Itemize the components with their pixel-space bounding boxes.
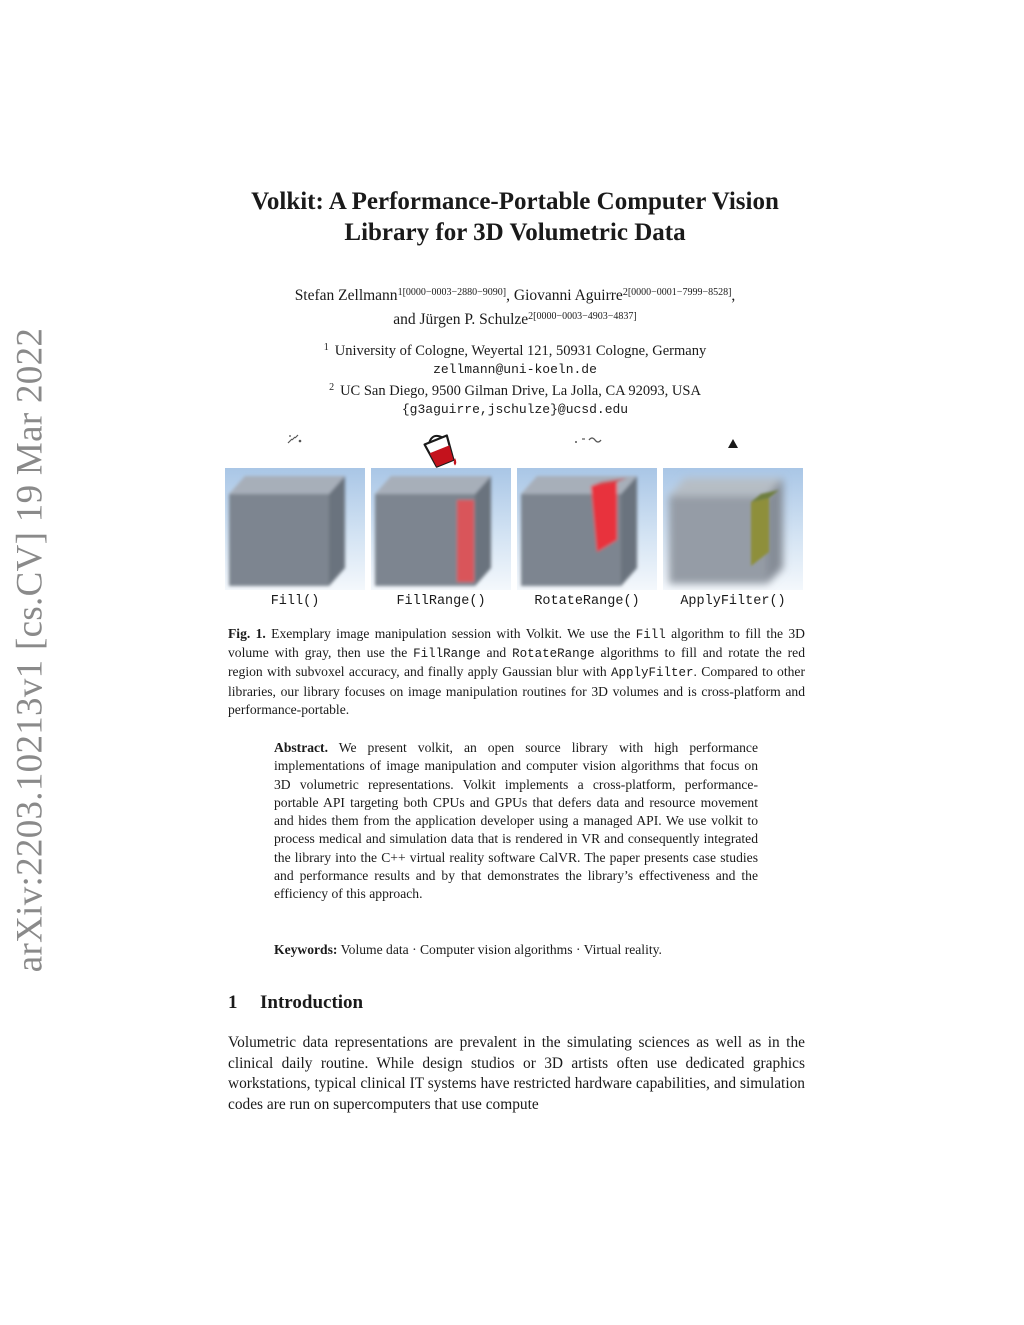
- caption-text: algorithms to fill and rotate the red region with subvoxel accuracy, and finally apply Gaussian blur with: [228, 645, 806, 680]
- affiliation-1-email[interactable]: zellmann@uni-koeln.de: [433, 361, 597, 377]
- keywords: [274, 941, 758, 959]
- blurred-volume: [663, 468, 803, 590]
- caption-text: algorithm to fill the 3D volume with gray, then use the: [228, 626, 805, 661]
- section-title: Introduction: [260, 992, 364, 1013]
- affiliation-2: [215, 379, 815, 401]
- caption-text: Exemplary image manipulation session with Volkit. We use the: [265, 626, 636, 641]
- caption-code: ApplyFilter: [611, 666, 694, 681]
- title-line-2: Library for 3D Volumetric Data: [344, 219, 686, 246]
- panel-label-rotaterange: RotateRange(): [534, 594, 640, 609]
- rotate-icon: [574, 434, 604, 446]
- fill-icon: [286, 432, 304, 446]
- caption-code: FillRange: [413, 647, 481, 662]
- author-name: , Giovanni Aguirre: [506, 287, 623, 304]
- keywords-label: Keywords:: [274, 942, 338, 957]
- affiliation-mark: 2: [329, 382, 335, 393]
- caption-text: . Compared to other libraries, our library focuses on image manipulation routines for 3D volumes and is cross-platform and performance-portable.: [228, 664, 805, 717]
- panel-label-fill: Fill(): [270, 594, 320, 609]
- paper-title: [215, 186, 815, 248]
- affiliations: [215, 339, 815, 419]
- author-line-2: [215, 306, 815, 330]
- figure-caption: [228, 625, 805, 719]
- title-line-1: Volkit: A Performance-Portable Computer Vision: [251, 188, 779, 215]
- volume-with-rotated-region: [517, 468, 657, 590]
- paint-bucket-icon: [422, 430, 462, 468]
- figure-panel-applyfilter: [663, 468, 803, 590]
- figure-panel-fill: [225, 468, 365, 590]
- volume-with-red-region: [371, 468, 511, 590]
- triangle-icon: [727, 438, 739, 449]
- intro-paragraph: Volumetric data representations are prevalent in the simulating sciences as well as in the clinical daily routine. While design studios or 3D artists often use dedicated graphics workstations, typical clinical IT systems have restricted hardware capabilities, and simulation codes are run on supercomputers that use compute: [228, 1034, 805, 1113]
- author-name: and Jürgen P. Schulze: [393, 311, 529, 328]
- caption-code: RotateRange: [512, 647, 595, 662]
- author-separator: ,: [731, 287, 736, 304]
- author-orcid: 2[0000−0003−4903−4837]: [528, 311, 637, 322]
- caption-text: and: [480, 645, 513, 661]
- caption-code: Fill: [635, 628, 666, 642]
- panel-label-applyfilter: ApplyFilter(): [680, 594, 786, 609]
- section-heading: [228, 992, 363, 1014]
- figure-label: Fig. 1.: [228, 626, 266, 641]
- arxiv-identifier-text: arXiv:2203.10213v1 [cs.CV] 19 Mar 2022: [9, 327, 51, 973]
- abstract-label: Abstract.: [274, 740, 328, 755]
- affiliation-text: University of Cologne, Weyertal 121, 50931 Cologne, Germany: [334, 343, 707, 359]
- section-number: 1: [228, 992, 238, 1013]
- affiliation-2-email[interactable]: {g3aguirre,jschulze}@ucsd.edu: [401, 401, 629, 417]
- abstract-text: We present volkit, an open source library with high performance implementations of image manipulation and computer vision algorithms that focus on 3D volumetric representations. Volkit implements a cross-platform, performance-portable API targeting both CPUs and GPUs that defers data and resource movement and hides them from the application developer using a managed API. We use volkit to process medical and simulation data that is rendered in VR and consequently integrated the library into the C++ virtual reality software CalVR. The paper presents case studies and performance results and by that demonstrates the library’s effectiveness and the efficiency of this approach.: [274, 740, 758, 902]
- author-list: [215, 282, 815, 330]
- affiliation-text: UC San Diego, 9500 Gilman Drive, La Jolla, CA 92093, USA: [340, 383, 701, 399]
- author-line-1: [215, 282, 815, 306]
- author-orcid: 2[0000−0001−7999−8528]: [622, 287, 732, 298]
- figure-panel-fillrange: [371, 468, 511, 590]
- author-name: Stefan Zellmann: [294, 287, 398, 304]
- figure-panel-rotaterange: [517, 468, 657, 590]
- gray-volume: [225, 468, 365, 590]
- author-orcid: 1[0000−0003−2880−9090]: [397, 287, 507, 298]
- keywords-text: Volume data · Computer vision algorithms · Virtual reality.: [337, 942, 662, 957]
- abstract: [274, 739, 758, 904]
- affiliation-mark: 1: [323, 342, 329, 353]
- panel-label-fillrange: FillRange(): [396, 594, 486, 609]
- affiliation-1: [215, 339, 815, 361]
